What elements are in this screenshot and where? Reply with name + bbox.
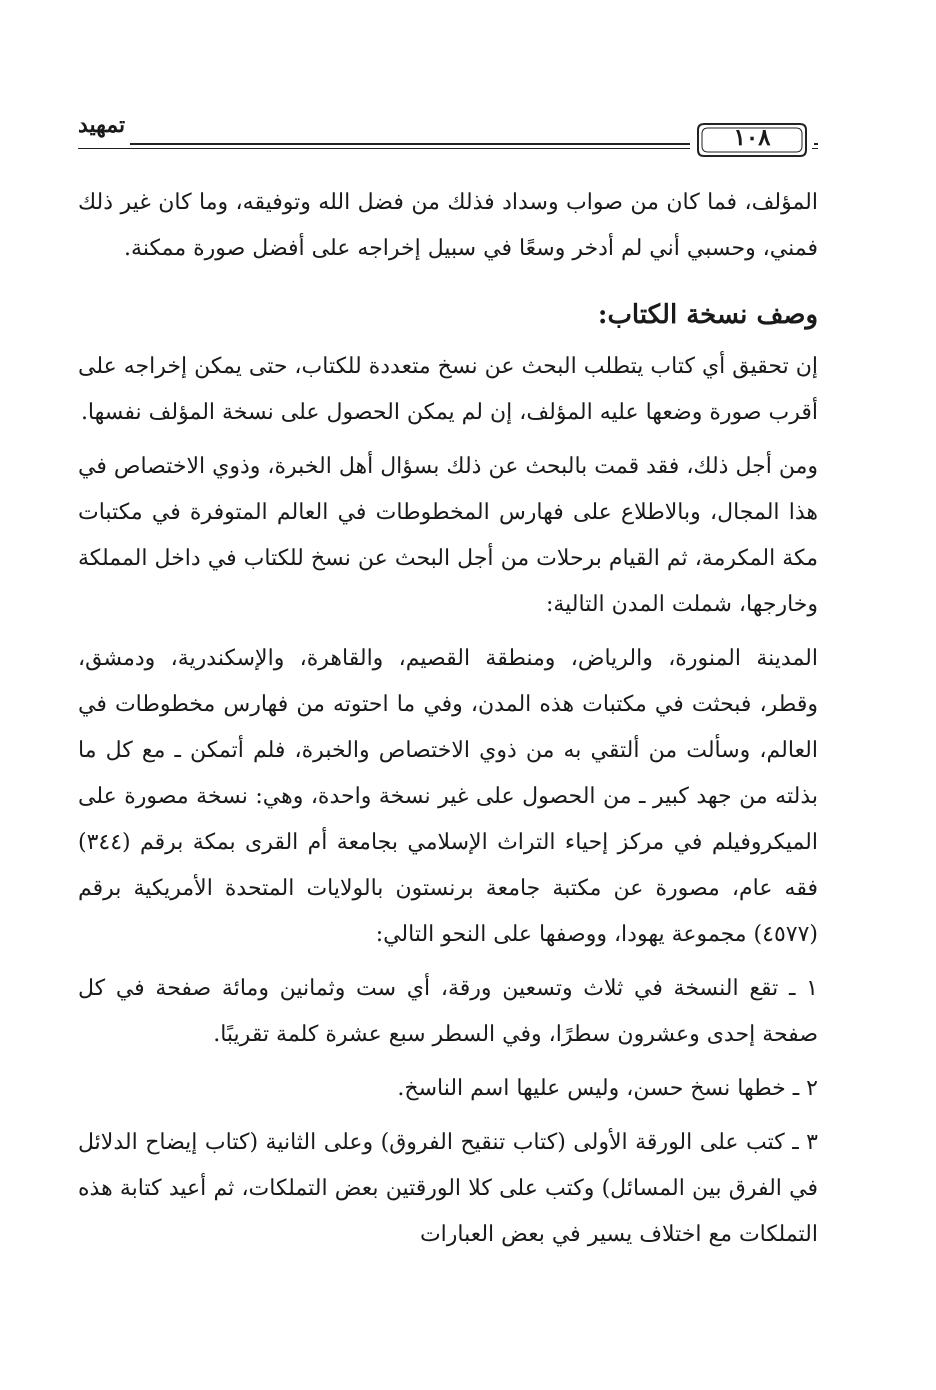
page-number-frame	[696, 120, 808, 160]
page-body	[78, 180, 818, 1258]
section-heading: وصف نسخة الكتاب:	[597, 300, 818, 330]
paragraph-search: ومن أجل ذلك، فقد قمت بالبحث عن ذلك بسؤال أهل الخبرة، وذوي الاختصاص في هذا المجال، وبالاطلاع على فهارس المخطوطات في العالم المتوفرة في مكتبات مكة المكرمة، ثم القيام برحلات من أجل البحث عن نسخ للكتاب في داخل المملكة وخارجها، شملت المدن التالية:	[78, 454, 818, 617]
list-item-3: ٣ ـ كتب على الورقة الأولى (كتاب تنقيح الفروق) وعلى الثانية (كتاب إيضاح الدلائل في الفرق بين المسائل) وكتب على كلا الورقتين بعض التملكات، ثم أعيد كتابة هذه التملكات مع اختلاف يسير في بعض العبارات	[78, 1130, 818, 1247]
page-header	[78, 110, 818, 158]
chapter-title: تمهيد	[78, 112, 126, 138]
header-rule-left	[130, 143, 690, 145]
page-number: ١٠٨	[733, 124, 771, 151]
header-rule-right-thin	[812, 148, 818, 149]
paragraph-continuation: المؤلف، فما كان من صواب وسداد فذلك من فضل الله وتوفيقه، وما كان غير ذلك فمني، وحسبي أني لم أدخر وسعًا في سبيل إخراجه على أفضل صورة ممكنة.	[78, 190, 818, 261]
list-item-1: ١ ـ تقع النسخة في ثلاث وتسعين ورقة، أي ست وثمانين ومائة صفحة في كل صفحة إحدى وعشرون سطرًا، وفي السطر سبع عشرة كلمة تقريبًا.	[78, 976, 818, 1047]
paragraph-intro: إن تحقيق أي كتاب يتطلب البحث عن نسخ متعددة للكتاب، حتى يمكن إخراجه على أقرب صورة وضعها عليه المؤلف، إن لم يمكن الحصول على نسخة المؤلف نفسها.	[78, 354, 818, 425]
paragraph-cities: المدينة المنورة، والرياض، ومنطقة القصيم، والقاهرة، والإسكندرية، ودمشق، وقطر، فبحثت في مكتبات هذه المدن، وفي ما احتوته من فهارس مخطوطات في العالم، وسألت من ألتقي به من ذوي الاختصاص والخبرة، فلم أتمكن ـ مع كل ما بذلته من جهد كبير ـ من الحصول على غير نسخة واحدة، وهي: نسخة مصورة على الميكروفيلم في مركز إحياء التراث الإسلامي بجامعة أم القرى بمكة برقم (٣٤٤) فقه عام، مصورة عن مكتبة جامعة برنستون بالولايات المتحدة الأمريكية برقم (٤٥٧٧) مجموعة يهودا، ووصفها على النحو التالي:	[78, 646, 818, 947]
header-rule-left-thin	[78, 148, 690, 149]
header-rule-right	[814, 143, 818, 145]
list-item-2: ٢ ـ خطها نسخ حسن، وليس عليها اسم الناسخ.	[397, 1076, 818, 1101]
